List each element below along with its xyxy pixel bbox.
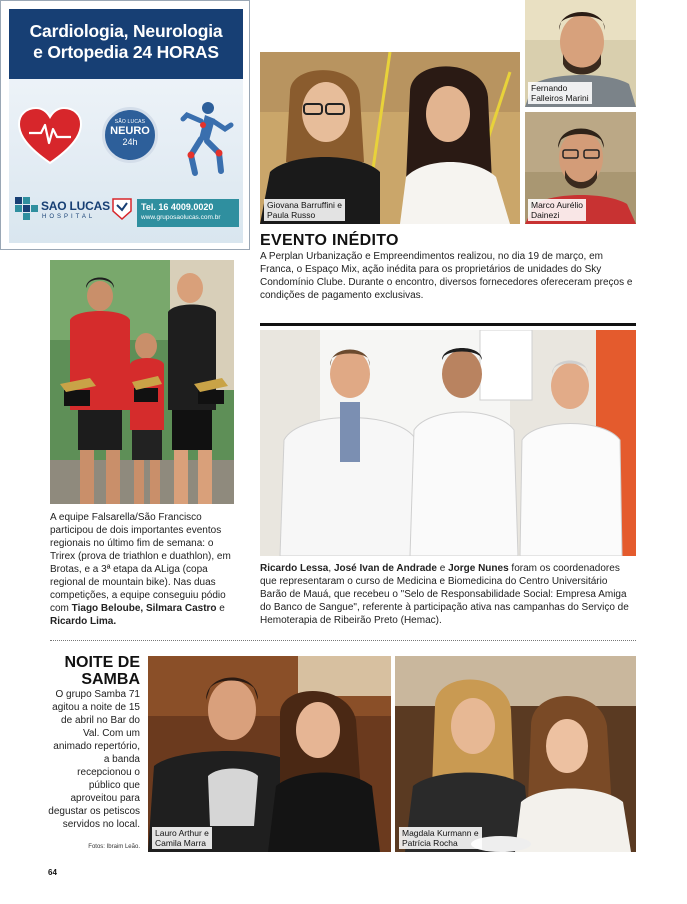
photo-credit: Fotos: Ibraim Leão. — [88, 844, 140, 850]
falsarella-names: Tiago Beloube, Silmara Castro — [71, 603, 217, 614]
photo-lauro-camila-image — [148, 656, 391, 852]
photo-fernando — [525, 0, 636, 107]
photo-marco — [525, 112, 636, 224]
neuro-badge-title: NEURO — [110, 125, 150, 137]
photo-giovana-paula — [260, 52, 520, 224]
photo-falsarella-team-image — [50, 260, 234, 504]
ad-headline-line2: e Ortopedia 24 HORAS — [33, 42, 219, 62]
samba-title — [48, 654, 140, 688]
photo-caption — [264, 199, 345, 221]
photo-caption — [399, 827, 482, 849]
ad-headline-banner — [9, 9, 243, 79]
hospital-advertisement[interactable] — [0, 0, 250, 250]
photo-caption — [528, 82, 592, 104]
neuro-badge-hours: 24h — [122, 137, 138, 147]
certification-seal-icon — [111, 197, 133, 221]
photo-caption-text: Giovana Barruffini e Paula Russo — [267, 200, 342, 220]
coordinator-name-1: Ricardo Lessa — [260, 563, 329, 574]
photo-caption-text: Lauro Arthur e Camila Marra — [155, 828, 209, 848]
falsarella-text — [50, 511, 240, 628]
falsarella-last-name: Ricardo Lima. — [50, 616, 117, 627]
photo-caption — [528, 199, 586, 221]
photo-lauro-camila — [148, 656, 391, 852]
coordinators-separator-1: , — [328, 563, 334, 574]
hospital-word: HOSPITAL — [42, 214, 96, 220]
hospital-name: SAO LUCAS — [41, 199, 110, 213]
photo-magdala-patricia — [395, 656, 636, 852]
photo-caption-text: Marco Aurélio Dainezi — [531, 200, 583, 220]
ad-contact-box[interactable] — [137, 199, 239, 227]
falsarella-body-text: A equipe Falsarella/São Francisco participou de dois importantes eventos regionais no último fim de semana: o Trirex (prova de triathlon e duathlon), em Brotas, e a 3ª etapa da ALiga (copa regional de mountain bike). Nas duas competições, a equipe conseguiu pódio com — [50, 512, 231, 614]
coordinators-text — [260, 562, 636, 627]
page-number: 64 — [48, 868, 57, 877]
photo-coordinators-image — [260, 330, 636, 556]
heart-icon — [17, 107, 83, 165]
ad-website[interactable]: www.gruposaolucas.com.br — [141, 214, 221, 221]
photo-falsarella-team — [50, 260, 234, 504]
photo-magdala-patricia-image — [395, 656, 636, 852]
photo-caption-text: Fernando Falleiros Marini — [531, 83, 589, 103]
ad-phone[interactable]: Tel. 16 4009.0020 — [141, 202, 214, 212]
photo-caption-text: Magdala Kurmann e Patrícia Rocha — [402, 828, 479, 848]
evento-body: A Perplan Urbanização e Empreendimentos realizou, no dia 19 de março, em Franca, o Espaço Mix, ação inédita para os proprietários de unidades do Sky Condomínio Clube. Durante o encontro, diversos fornecedores ofereceram preços e condições de pagamento exclusivas. — [260, 251, 633, 301]
photo-coordinators — [260, 330, 636, 556]
ad-panel — [9, 9, 243, 243]
ad-headline-line1: Cardiologia, Neurologia — [29, 21, 223, 41]
runner-icon — [175, 99, 235, 179]
photo-caption — [152, 827, 212, 849]
coordinator-name-3: Jorge Nunes — [448, 563, 509, 574]
hospital-logo — [15, 195, 133, 225]
neuro-badge — [102, 107, 158, 163]
evento-title: EVENTO INÉDITO — [260, 232, 399, 249]
neuro-badge-small: SÃO LUCAS — [114, 119, 146, 125]
coordinators-separator-2: e — [436, 563, 449, 574]
samba-title-line1: NOITE DE — [64, 654, 140, 671]
coordinators-body-text: foram os coordenadores que representaram o curso de Medicina e Biomedicina do Centro Universitário Barão de Mauá, que recebeu o "Selo de Responsabilidade Social: Empresa Amiga do Banco de Sangue", referente à participação ativa nas campanhas do Serviço de Hemoterapia de Ribeirão Preto (Hemac). — [260, 563, 629, 626]
section-divider — [260, 323, 636, 326]
hospital-logo-mark-icon — [15, 197, 39, 221]
coordinator-name-2: José Ivan de Andrade — [333, 563, 437, 574]
dotted-divider — [50, 640, 636, 641]
falsarella-connector: e — [216, 603, 225, 614]
samba-title-line2: SAMBA — [81, 671, 140, 688]
samba-body: O grupo Samba 71 agitou a noite de 15 de abril no Bar do Val. Com um animado repertório, a banda recepcionou o público que aproveitou para degustar os petiscos servidos no local. — [48, 689, 140, 830]
